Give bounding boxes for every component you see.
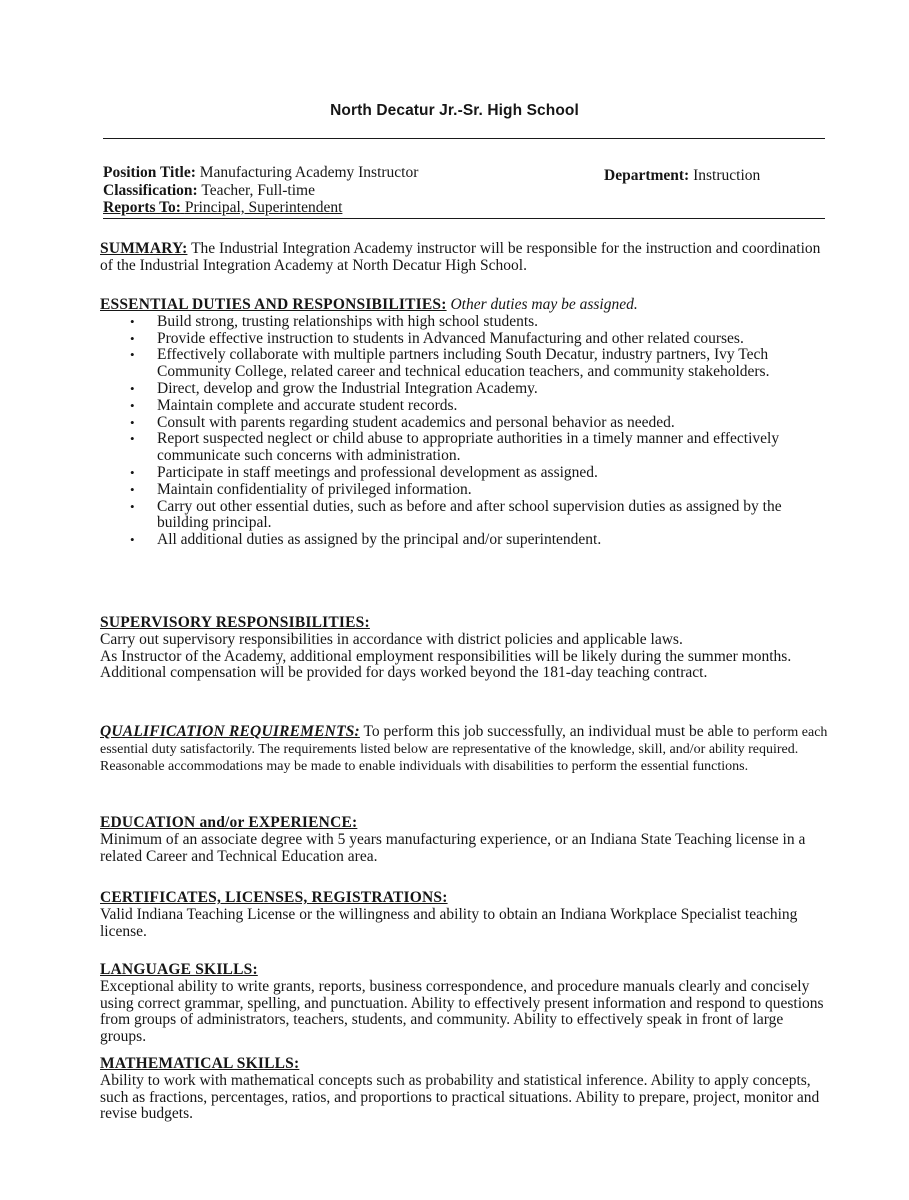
list-item: • Maintain complete and accurate student records. <box>130 396 458 414</box>
reports-to-value: Principal, Superintendent <box>184 199 343 216</box>
summary-section <box>100 241 828 275</box>
list-item: • Provide effective instruction to students in Advanced Manufacturing and other related courses. <box>130 329 744 347</box>
reports-to-label: Reports To: <box>103 199 181 216</box>
position-title-label: Position Title: <box>103 164 196 181</box>
list-item: • Build strong, trusting relationships with high school students. <box>130 312 539 330</box>
language-section <box>100 962 828 1046</box>
position-title-value: Manufacturing Academy Instructor <box>199 164 419 181</box>
list-item: • Carry out other essential duties, such as before and after school supervision duties as assigned by the building principal. <box>130 497 782 532</box>
department-label: Department: <box>604 167 690 184</box>
list-item: • Effectively collaborate with multiple partners including South Decatur, industry partners, Ivy Tech Community College, related career and technical education teachers, and community stakeholders. <box>130 346 770 381</box>
supervisory-line-1: Carry out supervisory responsibilities in accordance with district policies and applicable laws. <box>100 630 683 648</box>
qualification-heading: QUALIFICATION REQUIREMENTS: <box>100 723 360 740</box>
education-heading: EDUCATION and/or EXPERIENCE: <box>100 814 358 831</box>
department-value: Instruction <box>693 167 761 184</box>
list-item: • Consult with parents regarding student academics and personal behavior as needed. <box>130 413 675 431</box>
language-text: Exceptional ability to write grants, reports, business correspondence, and procedure manuals clearly and concisely using correct grammar, spelling, and punctuation. Ability to effectively present information and respond to questions from groups of administrators, teachers, students, and community. Ability to effectively speak in front of large groups. <box>100 977 824 1046</box>
list-item: • Participate in staff meetings and professional development as assigned. <box>130 463 598 481</box>
duties-section <box>100 297 828 549</box>
bullet-icon: • <box>130 532 135 548</box>
math-text: Ability to work with mathematical concepts such as probability and statistical inference. Ability to apply concepts, such as fractions, percentages, ratios, and proportions to practical situations. Ability to prepare, project, monitor and revise budgets. <box>100 1071 820 1123</box>
qualification-text-lead: To perform this job successfully, an individual must be able to <box>363 723 750 740</box>
supervisory-heading: SUPERVISORY RESPONSIBILITIES: <box>100 614 370 631</box>
bullet-icon: • <box>130 464 135 480</box>
supervisory-line-2: As Instructor of the Academy, additional employment responsibilities will be likely during the summer months. Additional compensation will be provided for days worked beyond the 181-day teaching contract. <box>100 647 792 682</box>
bullet-icon: • <box>130 414 135 430</box>
summary-heading: SUMMARY: <box>100 240 188 257</box>
school-name: North Decatur Jr.-Sr. High School <box>330 102 579 119</box>
education-section <box>100 815 828 865</box>
header-bottom-divider <box>103 218 825 219</box>
summary-text: The Industrial Integration Academy instructor will be responsible for the instruction and coordination of the Industrial Integration Academy at North Decatur High School. <box>100 240 821 274</box>
qualification-section <box>100 724 828 775</box>
education-text: Minimum of an associate degree with 5 years manufacturing experience, or an Indiana State Teaching license in a related Career and Technical Education area. <box>100 830 806 865</box>
certificates-heading: CERTIFICATES, LICENSES, REGISTRATIONS: <box>100 889 448 906</box>
math-heading: MATHEMATICAL SKILLS: <box>100 1055 300 1072</box>
duties-note: Other duties may be assigned. <box>450 296 638 313</box>
bullet-icon: • <box>130 431 135 447</box>
bullet-icon: • <box>130 380 135 396</box>
list-item: • Direct, develop and grow the Industrial Integration Academy. <box>130 379 538 397</box>
bullet-icon: • <box>130 330 135 346</box>
bullet-icon: • <box>130 498 135 514</box>
bullet-icon: • <box>130 481 135 497</box>
reports-to-row <box>103 199 823 217</box>
header-divider <box>103 138 825 139</box>
supervisory-section <box>100 615 828 682</box>
bullet-icon: • <box>130 397 135 413</box>
math-section <box>100 1056 828 1123</box>
duties-list <box>100 314 828 549</box>
classification-label: Classification: <box>103 181 198 199</box>
bullet-icon: • <box>130 313 135 329</box>
qualification-text: perform each essential duty satisfactorily. The requirements listed below are representative of the knowledge, skill, and/or ability required. Reasonable accommodations may be made to enable individuals with disabilities to perform the essential functions. <box>100 725 828 774</box>
language-heading: LANGUAGE SKILLS: <box>100 961 258 978</box>
bullet-icon: • <box>130 347 135 363</box>
classification-value: Teacher, Full-time <box>201 181 315 199</box>
certificates-text: Valid Indiana Teaching License or the willingness and ability to obtain an Indiana Workplace Specialist teaching license. <box>100 905 798 940</box>
list-item: • Report suspected neglect or child abuse to appropriate authorities in a timely manner and effectively communicate such concerns with administration. <box>130 430 780 465</box>
list-item: • All additional duties as assigned by the principal and/or superintendent. <box>130 531 602 549</box>
duties-heading: ESSENTIAL DUTIES AND RESPONSIBILITIES: <box>100 296 447 313</box>
list-item: • Maintain confidentiality of privileged information. <box>130 480 472 498</box>
certificates-section <box>100 890 828 940</box>
department-row <box>604 167 760 185</box>
